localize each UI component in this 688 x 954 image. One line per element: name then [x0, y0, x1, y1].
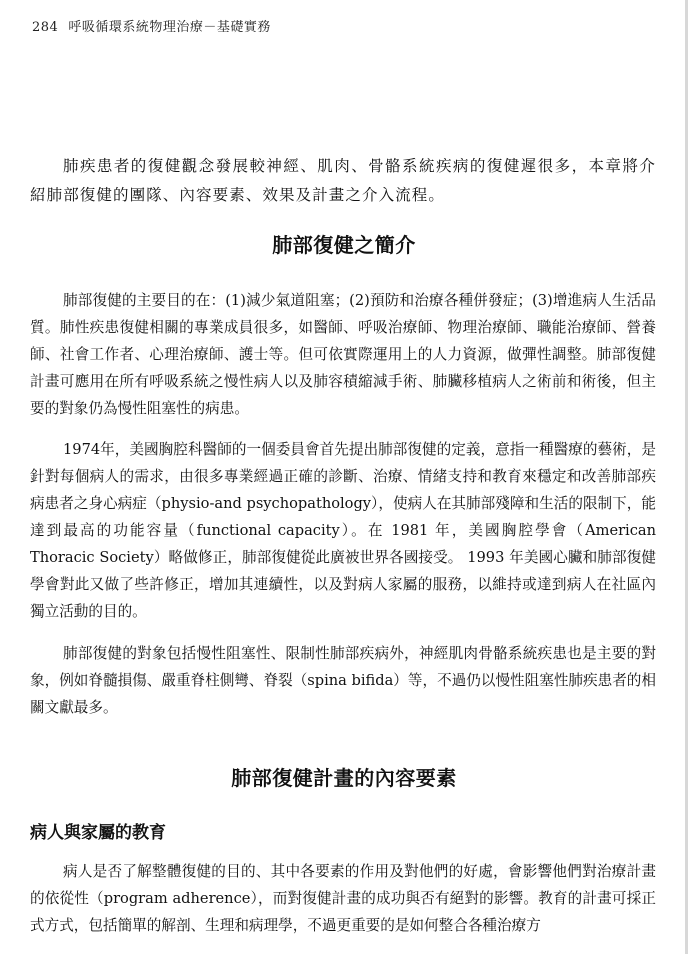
paragraph-target-population: 肺部復健的對象包括慢性阻塞性、限制性肺部疾病外，神經肌肉骨骼系統疾患也是主要的對象，例如脊髓損傷、嚴重脊柱側彎、脊裂（spina bifida）等，不過仍以慢性阻塞性肺疾患者的相關文獻最多。: [30, 645, 656, 716]
paragraph-definition-history: 1974年，美國胸腔科醫師的一個委員會首先提出肺部復健的定義，意指一種醫療的藝術，是針對每個病人的需求，由很多專業經過正確的診斷、治療、情緒支持和教育來穩定和改善肺部疾病患者之身心病症（physio-and psychopathology），使病人在其肺部殘障和生活的限制下，能達到最高的功能容量（functional capacity）。在 1981 年，美國胸腔學會（American Thoracic Society）略做修正，肺部復健從此廣被世界各國接受。 1993 年美國心臟和肺部復健學會對此又做了些許修正，增加其連續性，以及對病人家屬的服務，以維持或達到病人在社區內獨立活動的目的。: [30, 441, 656, 620]
section-title-introduction: 肺部復健之簡介: [272, 233, 416, 257]
page-number: 284: [32, 20, 59, 35]
book-title: 呼吸循環系統物理治療－基礎實務: [68, 20, 271, 35]
paragraph-goals: 肺部復健的主要目的在：(1)減少氣道阻塞；(2)預防和治療各種併發症；(3)增進病人生活品質。肺性疾患復健相關的專業成員很多，如醫師、呼吸治療師、物理治療師、職能治療師、營養師、社會工作者、心理治療師、護士等。但可依實際運用上的人力資源，做彈性調整。肺部復健計畫可應用在所有呼吸系統之慢性病人以及肺容積縮減手術、肺臟移植病人之術前和術後，但主要的對象仍為慢性阻塞性的病患。: [30, 292, 656, 417]
section-title-program-elements: 肺部復健計畫的內容要素: [231, 766, 457, 790]
paragraph-education: 病人是否了解整體復健的目的、其中各要素的作用及對他們的好處，會影響他們對治療計畫的依從性（program adherence），而對復健計畫的成功與否有絕對的影響。教育的計畫可採正式方式，包括簡單的解剖、生理和病理學，不過更重要的是如何整合各種治療方: [30, 863, 656, 934]
subsection-title-education: 病人與家屬的教育: [30, 823, 166, 843]
running-header: [32, 16, 271, 35]
intro-paragraph: 肺疾患者的復健觀念發展較神經、肌肉、骨骼系統疾病的復健遲很多，本章將介紹肺部復健的團隊、內容要素、效果及計畫之介入流程。: [30, 157, 656, 204]
